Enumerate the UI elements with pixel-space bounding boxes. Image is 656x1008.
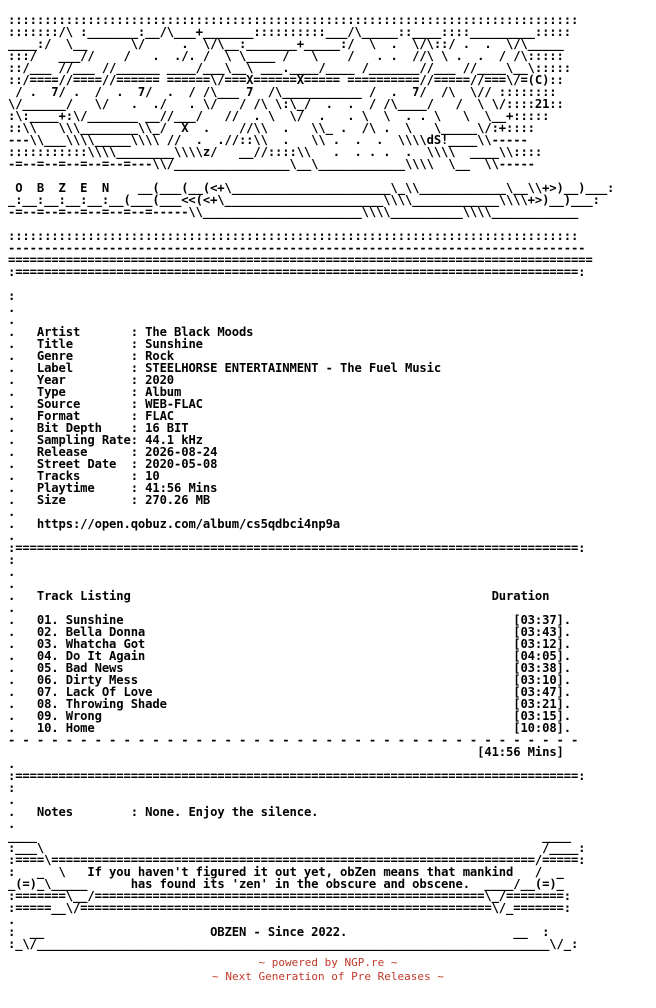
info-separator: : [130,445,146,459]
track-duration: [03:38] [513,661,564,675]
quote-box-border: : _ \ [8,865,88,879]
info-value: WEB-FLAC [145,397,203,411]
nfo-margin: . [8,469,37,483]
track-number: 08. [36,697,59,711]
nfo-margin: . [8,529,16,543]
track-title: Throwing Shade [65,697,167,711]
track-title: Wrong [65,709,102,723]
signoff-border: __ : [513,925,550,939]
nfo-margin: . [8,661,37,675]
track-title: Lack Of Love [65,685,153,699]
nfo-margin: . [563,661,571,675]
ascii-art-line: :==============================================================================: [8,265,586,279]
ascii-art-line: _:__:__:__:__:__(___(___<<(<+\______________________\\\\____________\\\\+>)__)___: [8,193,600,207]
info-value: 16 BIT [145,421,189,435]
nfo-margin: . [8,805,37,819]
nfo-margin: . [8,325,37,339]
info-value: 2020 [145,373,175,387]
track-title: Whatcha Got [65,637,146,651]
nfo-margin: . [8,793,16,807]
ascii-art-line: / . 7/ . / . 7/ . / /\___ 7 /\___________ / . 7/ /\ \// :::::::: [15,85,557,99]
info-label: Genre [36,349,131,363]
info-separator: : [130,325,146,339]
nfo-margin: . [8,697,37,711]
track-title: Dirty Mess [65,673,138,687]
quote-box-border: ____/__(=)_ [484,877,564,891]
track-duration: [03:43] [513,625,564,639]
track-number: 09. [36,709,59,723]
ascii-art-line: ::/====//====//====== ======\/===X======X===== ==========//=====//===\/=(C):: [8,73,564,87]
nfo-margin: . [8,817,16,831]
info-value: 2020-05-08 [145,457,218,471]
nfo-margin: . [563,697,571,711]
nfo-margin: . [8,385,37,399]
track-duration: [10:08] [513,721,564,735]
info-label: Artist [36,325,131,339]
divider: :==============================================================================: [8,769,586,783]
track-number: 06. [36,673,59,687]
info-separator: : [130,493,146,507]
info-separator: : [130,397,146,411]
signoff-text: OBZEN - Since 2022. [210,925,348,939]
spacer [131,589,492,603]
nfo-margin: . [8,649,37,663]
nfo-margin: : [8,553,16,567]
ascii-art-line: O B Z E N __(___(__(<+\______________________\_\\____________\__\\+>)__)___: [15,181,615,195]
footer-tagline: ~ Next Generation of Pre Releases ~ [212,970,444,983]
nfo-margin: . [8,589,37,603]
divider: - - - - - - - - - - - - - - - - - - - - - - - - - - - - - - - - - - - - - - - - [8,733,579,747]
track-duration: [03:21] [513,697,564,711]
info-separator: : [130,361,146,375]
info-separator: : [130,373,146,387]
nfo-margin: . [8,913,16,927]
divider: :==============================================================================: [8,541,586,555]
info-separator: : [130,457,146,471]
nfo-margin: . [8,613,37,627]
info-separator: : [130,433,146,447]
ascii-art-line: ::::::::::::::::::::::::::::::::::::::::::::::::::::::::::::::::::::::::::::::: [8,13,579,27]
track-number: 03. [36,637,59,651]
ascii-art-line: ::/___ //___ //______ ____/___\__\ ___.____/____ /_______//___ //____\__\::::: [8,61,571,75]
nfo-margin: . [8,637,37,651]
info-value: STEELHORSE ENTERTAINMENT - The Fuel Music [145,361,442,375]
quote-line-2: has found its 'zen' in the obscure and obscene. [130,877,470,891]
info-value: 44.1 kHz [145,433,203,447]
total-playtime: [41:56 Mins] [477,745,564,759]
info-value: FLAC [145,409,175,423]
ascii-art-line: ---\\___\\\\_____\\\\ // . .//::\\ . \\ . . . \\\\dS!____\\----- [8,133,528,147]
info-value: Sunshine [145,337,203,351]
info-separator: : [130,481,146,495]
info-label: Release [36,445,131,459]
quote-box-border: :=====__\/=========================================================\/_=======: [8,901,571,915]
info-value: 270.26 MB [145,493,211,507]
track-title: Do It Again [65,649,146,663]
info-value: 2026-08-24 [145,445,218,459]
ascii-art-line: -------------------------------------------------------------------------------- [8,241,586,255]
nfo-margin: . [8,601,16,615]
footer-powered-by: ~ powered by NGP.re ~ [258,956,398,969]
nfo-text-body [8,14,614,950]
info-label: Source [36,397,131,411]
track-title: Sunshine [65,613,124,627]
nfo-margin: . [563,625,571,639]
nfo-margin: . [8,565,16,579]
info-separator: : [130,469,146,483]
info-value: 10 [145,469,160,483]
nfo-margin: . [8,313,16,327]
ascii-art-line: -=--=--=--=--=--=---\\/________________\__\____________\\\\ \__ \\----- [8,157,535,171]
notes-text: None. Enjoy the silence. [145,805,319,819]
signoff-border: :_\/_______________________________________________________________________\/_: [8,937,579,951]
album-url: https://open.qobuz.com/album/cs5qdbci4np9a [36,517,341,531]
track-title: Home [65,721,95,735]
ascii-art-line: \/______/ \/ . ./ . \/ / /\ \:\_/ . . / /\____/ / \ \/::::21:: [8,97,564,111]
nfo-margin: . [563,721,571,735]
info-label: Label [36,361,131,375]
info-label: Type [36,385,131,399]
track-number: 05. [36,661,59,675]
info-label: Street Date [36,457,131,471]
track-number: 07. [36,685,59,699]
nfo-margin: . [563,709,571,723]
nfo-margin: . [8,481,37,495]
nfo-margin: . [8,577,16,591]
quote-box-border: / _ [534,865,564,879]
quote-box-border: :=======\__/======================================================\_/========: [8,889,571,903]
info-separator: : [130,349,146,363]
nfo-margin: . [8,421,37,435]
track-duration: [03:47] [513,685,564,699]
nfo-margin: . [8,349,37,363]
track-number: 10. [36,721,59,735]
info-value: Album [145,385,182,399]
ascii-art-line: ================================================================================= [8,253,593,267]
track-duration: [03:12] [513,637,564,651]
quote-box-border: :====\===================================================================/=====: [8,853,586,867]
duration-header: Duration [491,589,550,603]
info-separator: : [130,337,146,351]
info-separator: : [130,385,146,399]
ascii-art-line: ____:/ \__ \/ . \/\__:_______+_____:/ \ . \/\::/ . . \/\_____ [8,37,564,51]
info-value: 41:56 Mins [145,481,218,495]
nfo-margin: . [563,649,571,663]
quote-box-border: ____ ____ [8,829,571,843]
ascii-art-line: ::\\ \\\________\\_/ X . //\\ . \\_ . /\ . \ \_____\/:+:::: [8,121,535,135]
ascii-art-line: :::::::::::\\\\________\\\\z/ __//::::\\ . . . . . \\\\ ____\\:::: [8,145,543,159]
info-label: Playtime [36,481,131,495]
track-title: Bad News [65,661,124,675]
track-duration: [03:37] [513,613,564,627]
info-label: Size [36,493,131,507]
nfo-margin: . [563,673,571,687]
track-duration: [03:15] [513,709,564,723]
nfo-margin: . [563,685,571,699]
nfo-margin: . [8,721,37,735]
track-number: 04. [36,649,59,663]
nfo-margin: . [563,613,571,627]
nfo-margin: : [8,289,16,303]
nfo-margin: . [8,505,16,519]
spacer [8,745,477,759]
nfo-margin: . [8,517,37,531]
track-number: 02. [36,625,59,639]
info-separator: : [130,409,146,423]
quote-line-1: If you haven't figured it out yet, obZen means that mankind [87,865,514,879]
nfo-margin: . [8,433,37,447]
nfo-margin: . [8,673,37,687]
info-label: Sampling Rate [36,433,131,447]
info-value: The Black Moods [145,325,254,339]
quote-box-border: :___\ /____: [8,841,586,855]
nfo-margin: . [8,493,37,507]
signoff-border: : __ [8,925,211,939]
track-title: Bella Donna [65,625,146,639]
info-label: Bit Depth [36,421,131,435]
nfo-margin: . [8,709,37,723]
nfo-margin: . [8,337,37,351]
notes-label: Notes [36,805,73,819]
info-separator: : [72,805,146,819]
track-duration: [04:05] [513,649,564,663]
info-value: Rock [145,349,175,363]
ascii-art-line: ::::::::::::::::::::::::::::::::::::::::::::::::::::::::::::::::::::::::::::::: [8,229,579,243]
track-number: 01. [36,613,59,627]
nfo-margin: . [8,373,37,387]
nfo-margin: . [563,637,571,651]
nfo-margin: . [8,457,37,471]
ascii-art-line: :::/ ___// / . ./. / \ \____ / \ / . . //\ \ . . / /\::::: [8,49,564,63]
info-label: Format [36,409,131,423]
info-label: Tracks [36,469,131,483]
info-label: Year [36,373,131,387]
info-label: Title [36,337,131,351]
tracklist-header: Track Listing [36,589,131,603]
ascii-art-line: :\:____+:\/_______ __//___/ // . \ \/ . . \ \ . . \ \ \__+::::: [8,109,550,123]
info-separator: : [130,421,146,435]
ascii-art-line [8,277,571,291]
nfo-margin: . [8,301,16,315]
nfo-margin: . [8,397,37,411]
nfo-margin: . [8,445,37,459]
ascii-art-line: :::::::/\ :_______:__/\___+_______::::::::::___/\_____::____::::_________::::: [8,25,571,39]
nfo-margin: . [8,361,37,375]
nfo-margin: . [8,409,37,423]
quote-box-border: _(=)_\_____ [8,877,131,891]
ascii-art-line: -=--=--=--=--=--=--=-----\\______________________\\\\__________\\\\____________ [8,205,579,219]
nfo-margin: . [8,685,37,699]
nfo-margin: . [8,757,16,771]
nfo-margin: : [8,781,16,795]
nfo-margin: . [8,625,37,639]
track-duration: [03:10] [513,673,564,687]
